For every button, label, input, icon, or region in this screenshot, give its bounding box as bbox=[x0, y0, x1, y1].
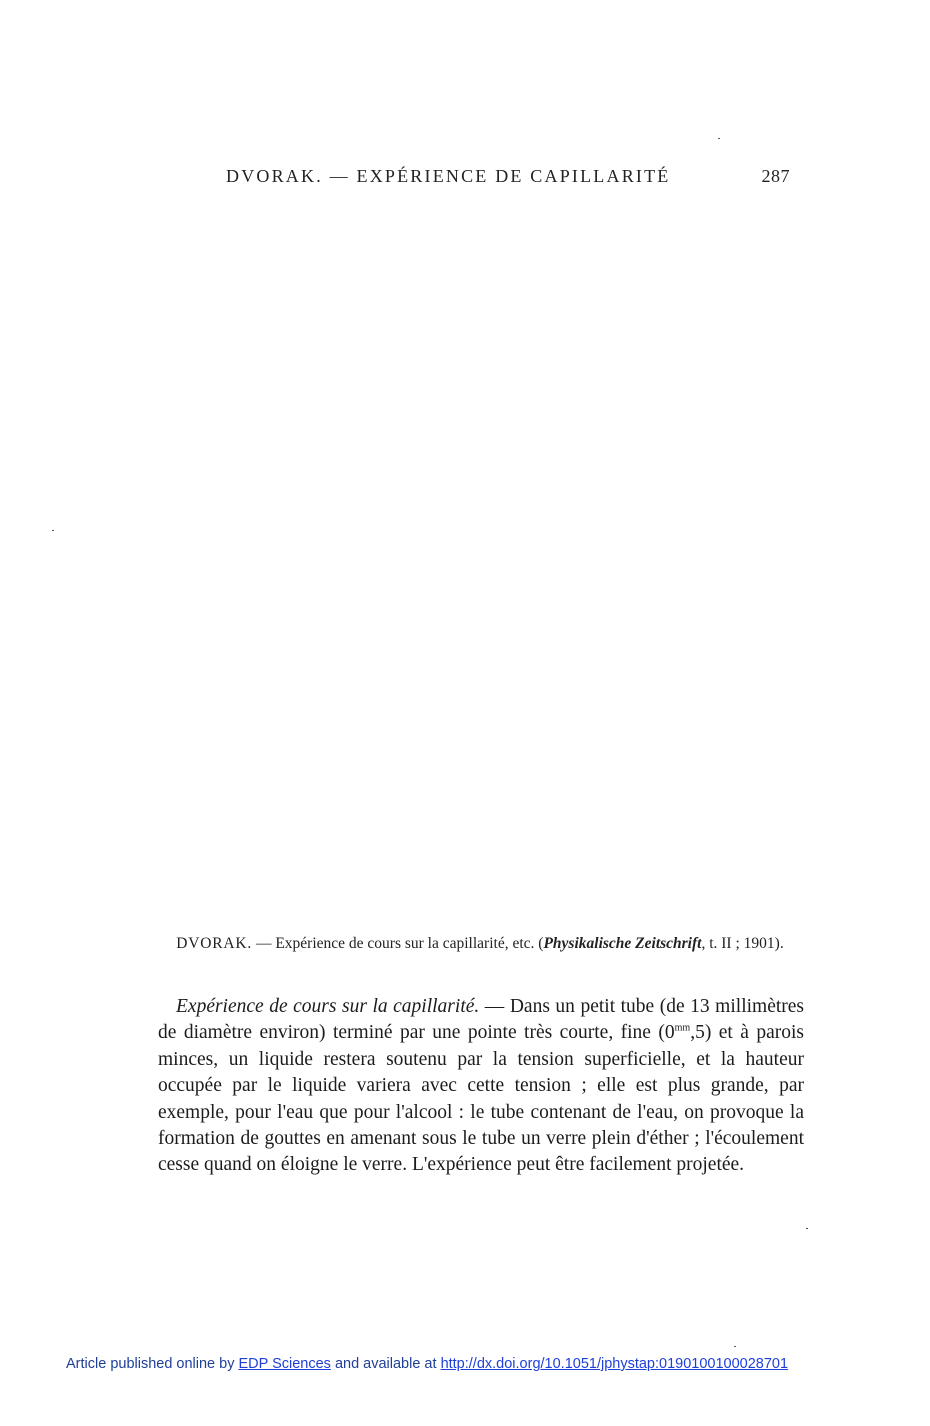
scan-speck bbox=[718, 138, 720, 139]
article-paragraph bbox=[158, 994, 804, 1179]
scan-speck bbox=[734, 1346, 736, 1347]
footer bbox=[66, 1356, 866, 1372]
citation-dash: — bbox=[252, 935, 276, 952]
citation-author: DVORAK. bbox=[176, 935, 253, 952]
citation-details: , t. II ; 1901). bbox=[701, 935, 784, 952]
citation-title: Expérience de cours sur la capillarité, etc. bbox=[275, 935, 535, 952]
article-text-part1: Dans un petit tube (de 13 millimètres de diamètre environ) terminé par une pointe très courte, fine (0 bbox=[158, 996, 805, 1044]
scan-speck bbox=[52, 530, 54, 531]
page-number: 287 bbox=[761, 166, 790, 186]
citation bbox=[150, 934, 810, 954]
article-text-part2: ,5) et à parois minces, un liquide restera soutenu par la tension superficielle, et la hauteur occupée par le liquide variera avec cette tension ; elle est plus grande, par exemple, pour l'eau que pour l'alcool : le tube contenant de l'eau, on provoque la formation de gouttes en amenant sous le tube un verre plein d'éther ; l'écoulement cesse quand on éloigne le verre. L'expérience peut être facilement projetée. bbox=[158, 1022, 804, 1176]
doi-link[interactable]: http://dx.doi.org/10.1051/jphystap:0190100100028701 bbox=[440, 1356, 789, 1372]
publisher-link[interactable]: EDP Sciences bbox=[238, 1356, 331, 1372]
running-head bbox=[226, 166, 790, 190]
citation-open: ( bbox=[534, 935, 544, 952]
article-lead-title: Expérience de cours sur la capillarité. bbox=[176, 996, 480, 1017]
unit-superscript: mm bbox=[674, 1022, 691, 1034]
footer-prefix: Article published online by bbox=[66, 1356, 239, 1372]
citation-journal: Physikalische Zeitschrift bbox=[543, 935, 702, 952]
scan-speck bbox=[806, 1228, 808, 1229]
article-lead-dash: — bbox=[479, 996, 510, 1017]
footer-middle: and available at bbox=[330, 1356, 441, 1372]
running-head-title: DVORAK. — EXPÉRIENCE DE CAPILLARITÉ bbox=[226, 166, 671, 186]
